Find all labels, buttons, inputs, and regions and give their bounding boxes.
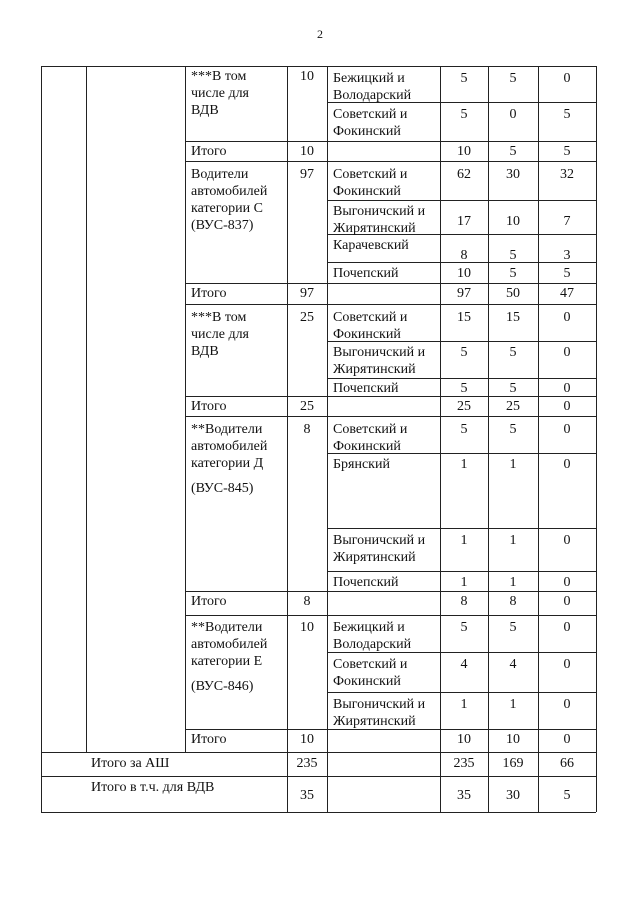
category-title-line: категории Е bbox=[191, 654, 263, 669]
district-name: Выгоничский и bbox=[333, 533, 426, 548]
district-rule bbox=[327, 571, 596, 572]
subtotal-col-a: 10 bbox=[457, 144, 471, 159]
value-col-b: 10 bbox=[506, 214, 520, 229]
value-col-c: 0 bbox=[563, 310, 571, 325]
value-col-b: 5 bbox=[509, 381, 517, 396]
subtotal-col-a: 8 bbox=[460, 594, 468, 609]
subtotal-col-c: 0 bbox=[563, 594, 571, 609]
value-col-a: 5 bbox=[460, 71, 468, 86]
grand-total-col-b: 169 bbox=[502, 756, 524, 771]
table-left-border bbox=[41, 66, 42, 812]
value-col-b: 5 bbox=[509, 620, 517, 635]
value-col-b: 1 bbox=[509, 533, 517, 548]
value-col-b: 4 bbox=[509, 657, 517, 672]
value-col-c: 0 bbox=[563, 457, 571, 472]
subtotal-col-a: 25 bbox=[457, 399, 471, 414]
value-col-a: 5 bbox=[460, 422, 468, 437]
value-col-c: 0 bbox=[563, 422, 571, 437]
totals-rule bbox=[41, 776, 596, 777]
district-rule bbox=[327, 528, 596, 529]
value-col-b: 30 bbox=[506, 167, 520, 182]
subtotal-col-c: 0 bbox=[563, 399, 571, 414]
district-name: Советский и bbox=[333, 422, 408, 437]
district-name: Почепский bbox=[333, 575, 399, 590]
value-col-a: 1 bbox=[460, 457, 468, 472]
subtotal-label: Итого bbox=[191, 286, 227, 301]
district-name: Жирятинский bbox=[333, 221, 416, 236]
value-col-b: 1 bbox=[509, 457, 517, 472]
grand-total-col-c: 5 bbox=[563, 788, 571, 803]
value-col-b: 5 bbox=[509, 248, 517, 263]
value-col-c: 0 bbox=[563, 533, 571, 548]
grand-total-col-a: 35 bbox=[457, 788, 471, 803]
category-title-line: числе для bbox=[191, 327, 249, 342]
category-title-line: **Водители bbox=[191, 620, 263, 635]
district-name: Брянский bbox=[333, 457, 390, 472]
value-col-b: 0 bbox=[509, 107, 517, 122]
totals-rule bbox=[41, 752, 596, 753]
subtotal-total: 10 bbox=[300, 144, 314, 159]
value-col-a: 62 bbox=[457, 167, 471, 182]
grand-total-label: Итого за АШ bbox=[91, 756, 170, 771]
subtotal-col-b: 8 bbox=[509, 594, 517, 609]
grand-total-label: Итого в т.ч. для ВДВ bbox=[91, 780, 215, 795]
category-total: 10 bbox=[300, 620, 314, 635]
district-rule bbox=[327, 378, 596, 379]
value-col-b: 5 bbox=[509, 422, 517, 437]
value-col-b: 5 bbox=[509, 71, 517, 86]
value-col-a: 5 bbox=[460, 107, 468, 122]
grand-total-col-a: 235 bbox=[453, 756, 475, 771]
category-rule bbox=[185, 615, 596, 616]
district-name: Бежицкий и bbox=[333, 620, 405, 635]
category-title-line: автомобилей bbox=[191, 637, 268, 652]
category-rule bbox=[185, 304, 596, 305]
category-total: 97 bbox=[300, 167, 314, 182]
value-col-b: 1 bbox=[509, 575, 517, 590]
subtotal-rule bbox=[185, 591, 596, 592]
value-col-a: 8 bbox=[460, 248, 468, 263]
grand-total-n: 35 bbox=[300, 788, 314, 803]
district-name: Жирятинский bbox=[333, 714, 416, 729]
value-col-a: 5 bbox=[460, 381, 468, 396]
subtotal-col-c: 47 bbox=[560, 286, 574, 301]
subtotal-col-a: 10 bbox=[457, 732, 471, 747]
value-col-a: 1 bbox=[460, 697, 468, 712]
district-rule bbox=[327, 692, 596, 693]
subtotal-col-b: 5 bbox=[509, 144, 517, 159]
table-bottom-border bbox=[41, 812, 596, 813]
subtotal-total: 97 bbox=[300, 286, 314, 301]
category-title-line: (ВУС-845) bbox=[191, 481, 254, 496]
district-name: Советский и bbox=[333, 107, 408, 122]
category-total: 25 bbox=[300, 310, 314, 325]
value-col-c: 0 bbox=[563, 345, 571, 360]
category-rule bbox=[185, 161, 596, 162]
value-col-c: 0 bbox=[563, 697, 571, 712]
column-rule bbox=[185, 66, 186, 752]
category-title-line: ВДВ bbox=[191, 103, 219, 118]
subtotal-total: 8 bbox=[303, 594, 311, 609]
category-title-line: автомобилей bbox=[191, 184, 268, 199]
district-name: Выгоничский и bbox=[333, 204, 426, 219]
category-title-line: Водители bbox=[191, 167, 249, 182]
value-col-a: 4 bbox=[460, 657, 468, 672]
category-title-line: ВДВ bbox=[191, 344, 219, 359]
grand-total-col-b: 30 bbox=[506, 788, 520, 803]
subtotal-label: Итого bbox=[191, 594, 227, 609]
category-title-line: категории Д bbox=[191, 456, 264, 471]
district-rule bbox=[327, 200, 596, 201]
district-name: Выгоничский и bbox=[333, 697, 426, 712]
district-name: Бежицкий и bbox=[333, 71, 405, 86]
category-title-line: (ВУС-846) bbox=[191, 679, 254, 694]
category-rule bbox=[185, 66, 596, 67]
value-col-b: 5 bbox=[509, 345, 517, 360]
district-name: Почепский bbox=[333, 266, 399, 281]
district-name: Почепский bbox=[333, 381, 399, 396]
subtotal-col-c: 0 bbox=[563, 732, 571, 747]
value-col-c: 7 bbox=[563, 214, 571, 229]
subtotal-label: Итого bbox=[191, 144, 227, 159]
value-col-a: 10 bbox=[457, 266, 471, 281]
category-rule bbox=[185, 416, 596, 417]
district-name: Фокинский bbox=[333, 184, 401, 199]
district-name: Советский и bbox=[333, 657, 408, 672]
category-title-line: ***В том bbox=[191, 69, 247, 84]
value-col-c: 0 bbox=[563, 71, 571, 86]
subtotal-rule bbox=[185, 283, 596, 284]
district-name: Жирятинский bbox=[333, 550, 416, 565]
subtotal-col-b: 10 bbox=[506, 732, 520, 747]
category-title-line: (ВУС-837) bbox=[191, 218, 254, 233]
value-col-c: 3 bbox=[563, 248, 571, 263]
district-name: Жирятинский bbox=[333, 362, 416, 377]
value-col-a: 15 bbox=[457, 310, 471, 325]
district-name: Фокинский bbox=[333, 439, 401, 454]
subtotal-rule bbox=[185, 141, 596, 142]
subtotal-col-b: 25 bbox=[506, 399, 520, 414]
subtotal-col-c: 5 bbox=[563, 144, 571, 159]
category-title-line: ***В том bbox=[191, 310, 247, 325]
value-col-a: 5 bbox=[460, 345, 468, 360]
subtotal-col-a: 97 bbox=[457, 286, 471, 301]
value-col-a: 1 bbox=[460, 575, 468, 590]
value-col-a: 1 bbox=[460, 533, 468, 548]
value-col-c: 0 bbox=[563, 657, 571, 672]
value-col-b: 5 bbox=[509, 266, 517, 281]
district-name: Володарский bbox=[333, 88, 412, 103]
value-col-c: 5 bbox=[563, 107, 571, 122]
subtotal-label: Итого bbox=[191, 732, 227, 747]
page-number: 2 bbox=[317, 27, 323, 41]
district-name: Володарский bbox=[333, 637, 412, 652]
subtotal-col-b: 50 bbox=[506, 286, 520, 301]
value-col-a: 5 bbox=[460, 620, 468, 635]
category-title-line: **Водители bbox=[191, 422, 263, 437]
district-name: Карачевский bbox=[333, 238, 409, 253]
district-name: Советский и bbox=[333, 167, 408, 182]
district-name: Фокинский bbox=[333, 327, 401, 342]
value-col-c: 0 bbox=[563, 381, 571, 396]
value-col-b: 1 bbox=[509, 697, 517, 712]
value-col-c: 0 bbox=[563, 575, 571, 590]
value-col-c: 32 bbox=[560, 167, 574, 182]
subtotal-label: Итого bbox=[191, 399, 227, 414]
value-col-a: 17 bbox=[457, 214, 471, 229]
district-name: Советский и bbox=[333, 310, 408, 325]
category-total: 10 bbox=[300, 69, 314, 84]
category-title-line: числе для bbox=[191, 86, 249, 101]
value-col-b: 15 bbox=[506, 310, 520, 325]
category-title-line: категории С bbox=[191, 201, 263, 216]
category-title-line: автомобилей bbox=[191, 439, 268, 454]
value-col-c: 0 bbox=[563, 620, 571, 635]
district-name: Фокинский bbox=[333, 674, 401, 689]
district-name: Выгоничский и bbox=[333, 345, 426, 360]
subtotal-total: 25 bbox=[300, 399, 314, 414]
grand-total-col-c: 66 bbox=[560, 756, 574, 771]
column-rule bbox=[86, 66, 87, 752]
district-name: Фокинский bbox=[333, 124, 401, 139]
category-total: 8 bbox=[303, 422, 311, 437]
grand-total-n: 235 bbox=[296, 756, 318, 771]
subtotal-total: 10 bbox=[300, 732, 314, 747]
value-col-c: 5 bbox=[563, 266, 571, 281]
